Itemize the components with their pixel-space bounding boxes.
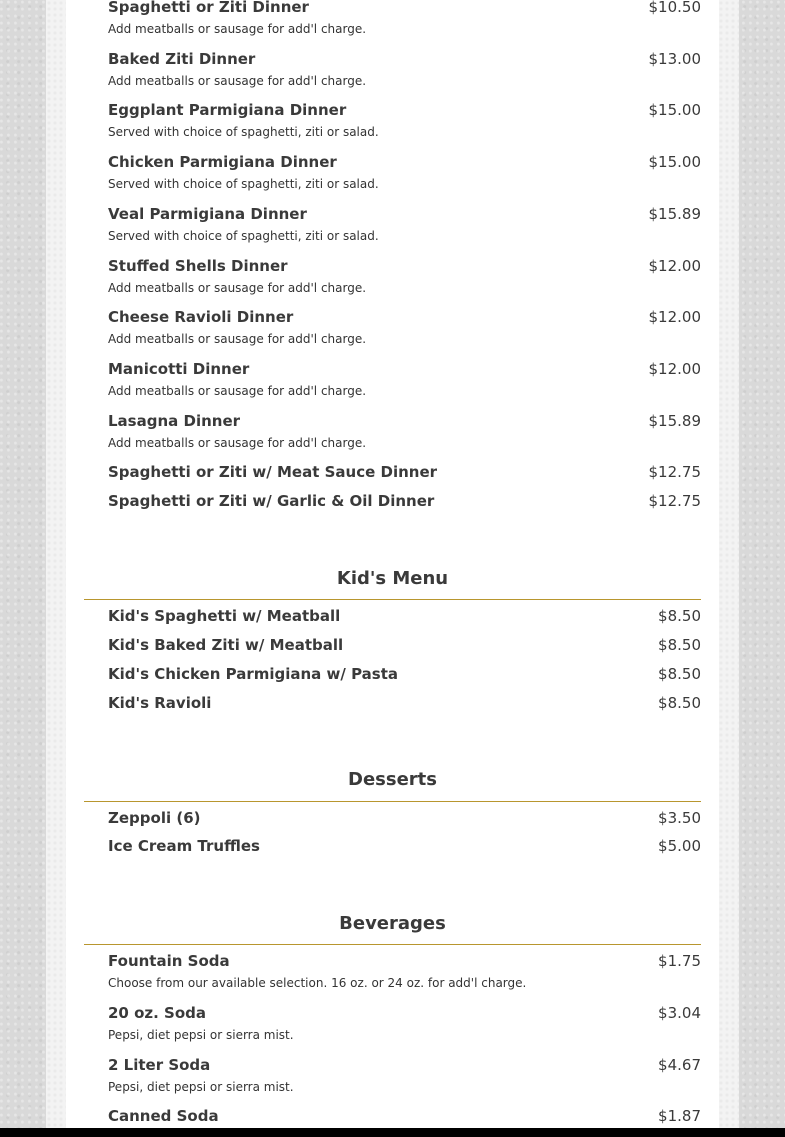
- item-name: Kid's Ravioli: [108, 694, 212, 712]
- item-price: $8.50: [658, 607, 701, 625]
- item-price: $12.00: [648, 257, 701, 275]
- item-name: Spaghetti or Ziti w/ Garlic & Oil Dinner: [108, 492, 435, 510]
- item-description: Served with choice of spaghetti, ziti or salad.: [108, 125, 379, 139]
- item-name: Zeppoli (6): [108, 809, 201, 827]
- item-price: $8.50: [658, 636, 701, 654]
- item-price: $1.87: [658, 1107, 701, 1125]
- item-price: $15.89: [648, 412, 701, 430]
- item-description: Add meatballs or sausage for add'l charge.: [108, 436, 367, 450]
- item-price: $12.75: [648, 463, 701, 481]
- item-description: Add meatballs or sausage for add'l charge.: [108, 22, 367, 36]
- item-price: $3.50: [658, 809, 701, 827]
- item-price: $5.00: [658, 837, 701, 855]
- item-description: Add meatballs or sausage for add'l charge.: [108, 281, 367, 295]
- section-divider: [84, 801, 701, 802]
- item-name: Spaghetti or Ziti Dinner: [108, 0, 309, 16]
- item-name: 20 oz. Soda: [108, 1004, 207, 1022]
- item-price: $15.00: [648, 153, 701, 171]
- bottom-bar: [0, 1128, 785, 1137]
- item-description: Add meatballs or sausage for add'l charge.: [108, 384, 367, 398]
- item-name: Stuffed Shells Dinner: [108, 257, 288, 275]
- item-description: Pepsi, diet pepsi or sierra mist.: [108, 1028, 294, 1042]
- item-name: Eggplant Parmigiana Dinner: [108, 101, 347, 119]
- section-divider: [84, 599, 701, 600]
- item-price: $3.04: [658, 1004, 701, 1022]
- item-description: Served with choice of spaghetti, ziti or salad.: [108, 177, 379, 191]
- item-price: $8.50: [658, 665, 701, 683]
- item-price: $15.89: [648, 205, 701, 223]
- item-description: Add meatballs or sausage for add'l charge.: [108, 332, 367, 346]
- item-name: 2 Liter Soda: [108, 1056, 211, 1074]
- item-price: $13.00: [648, 50, 701, 68]
- item-description: Pepsi, diet pepsi or sierra mist.: [108, 1080, 294, 1094]
- section-title-kids: Kid's Menu: [336, 568, 449, 589]
- item-name: Kid's Spaghetti w/ Meatball: [108, 607, 341, 625]
- item-name: Kid's Baked Ziti w/ Meatball: [108, 636, 344, 654]
- item-price: $10.50: [648, 0, 701, 16]
- item-price: $12.75: [648, 492, 701, 510]
- item-price: $1.75: [658, 952, 701, 970]
- item-description: Choose from our available selection. 16 oz. or 24 oz. for add'l charge.: [108, 976, 527, 990]
- item-price: $8.50: [658, 694, 701, 712]
- item-name: Canned Soda: [108, 1107, 219, 1125]
- item-description: Add meatballs or sausage for add'l charge.: [108, 74, 367, 88]
- item-name: Veal Parmigiana Dinner: [108, 205, 307, 223]
- item-price: $12.00: [648, 308, 701, 326]
- section-divider: [84, 944, 701, 945]
- section-title-desserts: Desserts: [348, 769, 437, 790]
- item-price: $12.00: [648, 360, 701, 378]
- item-name: Kid's Chicken Parmigiana w/ Pasta: [108, 665, 399, 683]
- section-title-beverages: Beverages: [339, 913, 446, 934]
- item-name: Spaghetti or Ziti w/ Meat Sauce Dinner: [108, 463, 438, 481]
- item-name: Chicken Parmigiana Dinner: [108, 153, 337, 171]
- item-name: Cheese Ravioli Dinner: [108, 308, 294, 326]
- item-name: Manicotti Dinner: [108, 360, 250, 378]
- item-name: Fountain Soda: [108, 952, 230, 970]
- item-name: Ice Cream Truffles: [108, 837, 260, 855]
- item-price: $15.00: [648, 101, 701, 119]
- item-price: $4.67: [658, 1056, 701, 1074]
- item-description: Served with choice of spaghetti, ziti or salad.: [108, 229, 379, 243]
- item-name: Lasagna Dinner: [108, 412, 241, 430]
- item-name: Baked Ziti Dinner: [108, 50, 256, 68]
